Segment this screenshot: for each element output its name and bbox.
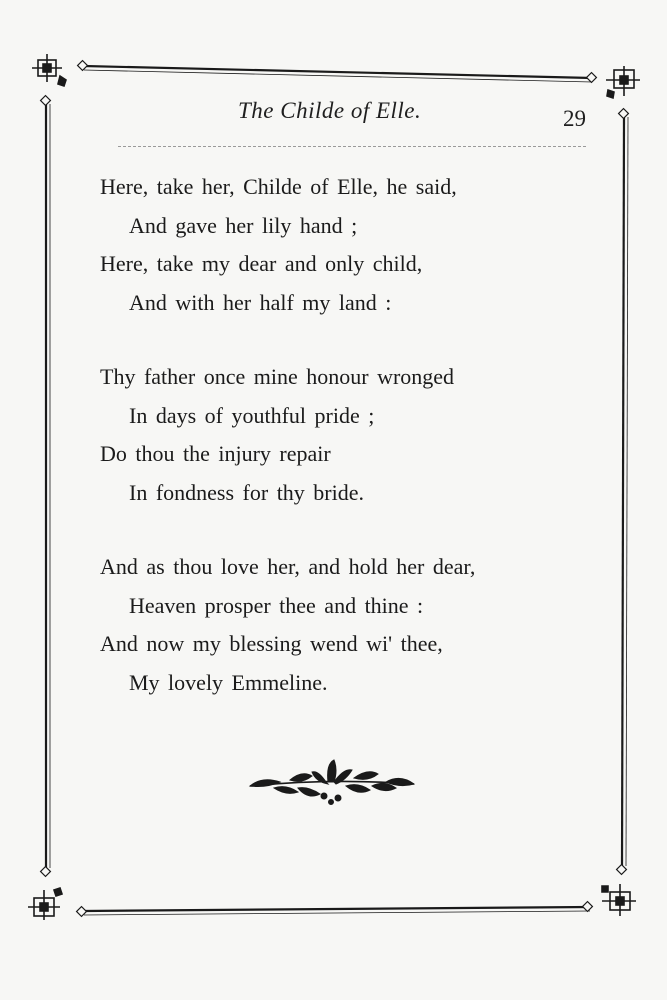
poem-line: And with her half my land : [129,289,392,315]
poem-line: My lovely Emmeline. [129,669,328,695]
poem-line: Heaven prosper thee and thine : [129,592,424,618]
header-rule [118,146,586,147]
stanza-2 [100,358,600,512]
page-number: 29 [563,106,586,131]
poem-line: Thy father once mine honour wronged [100,364,455,389]
poem-line: Here, take my dear and only child, [100,251,423,276]
floral-tailpiece-icon [246,758,418,808]
stanza-3 [100,548,600,702]
poem-line: In days of youthful pride ; [129,402,375,428]
poem-line: Do thou the injury repair [100,441,331,466]
poem-line: And gave her lily hand ; [129,212,358,238]
stanza-1 [100,168,600,322]
poem-line: And now my blessing wend wi' thee, [100,631,443,656]
poem-line: And as thou love her, and hold her dear, [100,554,476,579]
poem-line: In fondness for thy bride. [129,479,365,505]
poem-line: Here, take her, Childe of Elle, he said, [100,174,457,199]
poem-body [100,168,600,738]
running-title: The Childe of Elle. [238,98,422,123]
